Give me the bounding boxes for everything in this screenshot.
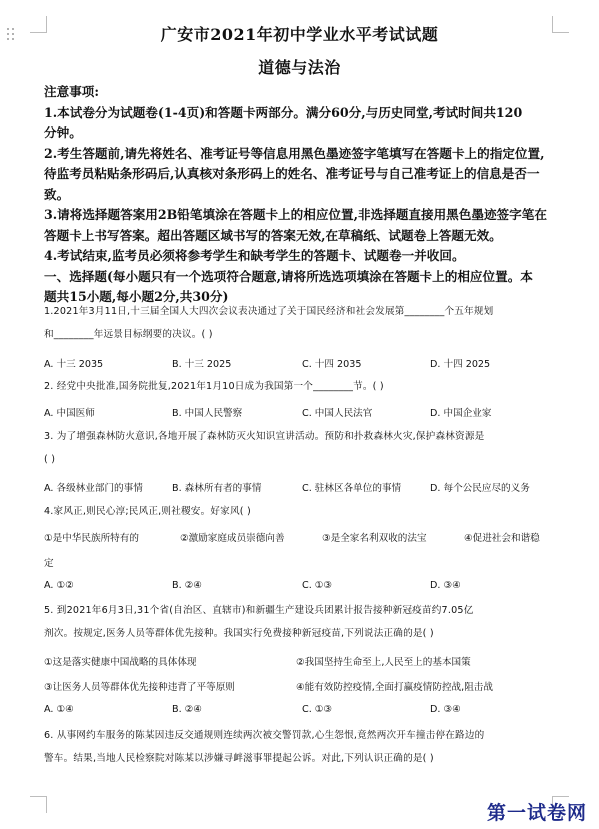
notice-line: 答题卡上书写答案。超出答题区域书写的答案无效,在草稿纸、试题卷上答题无效。 xyxy=(44,227,502,243)
option-a[interactable]: A. ①② xyxy=(44,580,74,591)
notice-line: 2.考生答题前,请先将姓名、准考证号等信息用黑色墨迹签字笔填写在答题卡上的指定位置, xyxy=(44,145,545,161)
question-3-options xyxy=(44,480,564,494)
notice-line: 题共15小题,每小题2分,共30分) xyxy=(44,289,229,304)
question-4 xyxy=(44,505,566,519)
question-text: 2. 经党中央批准,国务院批复,2021年1月10日成为我国第一个________节。( ) xyxy=(44,381,384,392)
question-text: ( ) xyxy=(44,454,56,465)
option-d[interactable]: D. ③④ xyxy=(430,580,461,591)
option-c[interactable]: C. 十四 2035 xyxy=(302,359,362,370)
question-4-options xyxy=(44,580,564,594)
exam-title: 广安市2021年初中学业水平考试试题 xyxy=(160,25,439,44)
question-text: 4.家风正,则民心淳;民风正,则社稷安。好家风( ) xyxy=(44,506,251,517)
crop-mark-bottom-left xyxy=(30,796,47,813)
question-text: 1.2021年3月11日,十三届全国人大四次会议表决通过了关于国民经济和社会发展第________个五年规划 xyxy=(44,306,494,317)
option-c[interactable]: C. 中国人民法官 xyxy=(302,408,373,419)
option-b[interactable]: B. 十三 2025 xyxy=(172,359,232,370)
question-2 xyxy=(44,380,566,394)
notice-line: 一、选择题(每小题只有一个选项符合题意,请将所选选项填涂在答题卡上的相应位置。本 xyxy=(44,268,533,284)
question-1-options xyxy=(44,356,564,370)
question-text: 3. 为了增强森林防火意识,各地开展了森林防灭火知识宣讲活动。预防和扑救森林火灾,保护森林资源是 xyxy=(44,431,485,442)
notice-line: 待监考员粘贴条形码后,认真核对条形码上的姓名、准考证号与自己准考证上的信息是否一 xyxy=(44,166,540,181)
statement-2: ②我国坚持生命至上,人民至上的基本国策 xyxy=(296,657,471,668)
notice-heading: 注意事项: xyxy=(44,84,100,99)
question-5-statements-row1 xyxy=(44,654,564,668)
option-a[interactable]: A. 十三 2035 xyxy=(44,359,104,370)
option-b[interactable]: B. 中国人民警察 xyxy=(172,408,243,419)
statement-4: ④促进社会和谐稳 xyxy=(464,533,540,544)
question-text: 剂次。按规定,医务人员等群体优先接种。我国实行免费接种新冠疫苗,下列说法正确的是( ) xyxy=(44,628,434,639)
notice-section xyxy=(44,82,564,308)
option-a[interactable]: A. ①④ xyxy=(44,704,74,715)
question-text: 6. 从事网约车服务的陈某因违反交通规则连续两次被交警罚款,心生怨恨,竟然两次开车撞击停在路边的 xyxy=(44,730,485,741)
statement-3: ③让医务人员等群体优先接种违背了平等原则 xyxy=(44,682,235,693)
option-b[interactable]: B. 森林所有者的事情 xyxy=(172,483,262,494)
question-5-statements-row2 xyxy=(44,679,564,693)
question-text: 5. 到2021年6月3日,31个省(自治区、直辖市)和新疆生产建设兵团累计报告接种新冠疫苗约7.05亿 xyxy=(44,605,474,616)
statement-4: ④能有效防控疫情,全面打赢疫情防控战,阻击战 xyxy=(296,682,493,693)
notice-line: 分钟。 xyxy=(44,125,82,140)
question-4-continuation xyxy=(44,555,564,569)
exam-subject: 道德与法治 xyxy=(258,58,341,77)
option-a[interactable]: A. 中国医师 xyxy=(44,408,95,419)
statement-1: ①这是落实健康中国战略的具体体现 xyxy=(44,657,197,668)
notice-line: 1.本试卷分为试题卷(1-4页)和答题卡两部分。满分60分,与历史同堂,考试时间共120 xyxy=(44,104,523,120)
statement-3: ③是全家名利双收的法宝 xyxy=(322,533,427,544)
statement-2: ②激励家庭成员崇德向善 xyxy=(180,533,285,544)
statement-1: ①是中华民族所特有的 xyxy=(44,533,139,544)
option-c[interactable]: C. 驻林区各单位的事情 xyxy=(302,483,402,494)
question-3 xyxy=(44,430,566,467)
option-d[interactable]: D. 十四 2025 xyxy=(430,359,491,370)
option-d[interactable]: D. ③④ xyxy=(430,704,461,715)
option-a[interactable]: A. 各级林业部门的事情 xyxy=(44,483,143,494)
option-d[interactable]: D. 每个公民应尽的义务 xyxy=(430,483,530,494)
notice-line: 4.考试结束,监考员必须将参考学生和缺考学生的答题卡、试题卷一并收回。 xyxy=(44,248,465,263)
option-b[interactable]: B. ②④ xyxy=(172,704,202,715)
question-4-statements xyxy=(44,530,564,544)
notice-line: 致。 xyxy=(44,186,70,202)
option-d[interactable]: D. 中国企业家 xyxy=(430,408,492,419)
question-text: 和________年远景目标纲要的决议。( ) xyxy=(44,329,213,340)
question-text: 警车。结果,当地人民检察院对陈某以涉嫌寻衅滋事罪提起公诉。对此,下列认识正确的是( ) xyxy=(44,753,434,764)
option-c[interactable]: C. ①③ xyxy=(302,580,332,591)
option-c[interactable]: C. ①③ xyxy=(302,704,332,715)
site-watermark: 第一试卷网 xyxy=(486,802,587,824)
question-6 xyxy=(44,729,566,766)
statement-continuation: 定 xyxy=(44,558,54,569)
question-5-options xyxy=(44,704,564,718)
question-2-options xyxy=(44,405,564,419)
notice-line: 3.请将选择题答案用2B铅笔填涂在答题卡上的相应位置,非选择题直接用黑色墨迹签字笔在 xyxy=(44,207,547,222)
question-1 xyxy=(44,305,566,342)
question-5 xyxy=(44,604,566,641)
option-b[interactable]: B. ②④ xyxy=(172,580,202,591)
